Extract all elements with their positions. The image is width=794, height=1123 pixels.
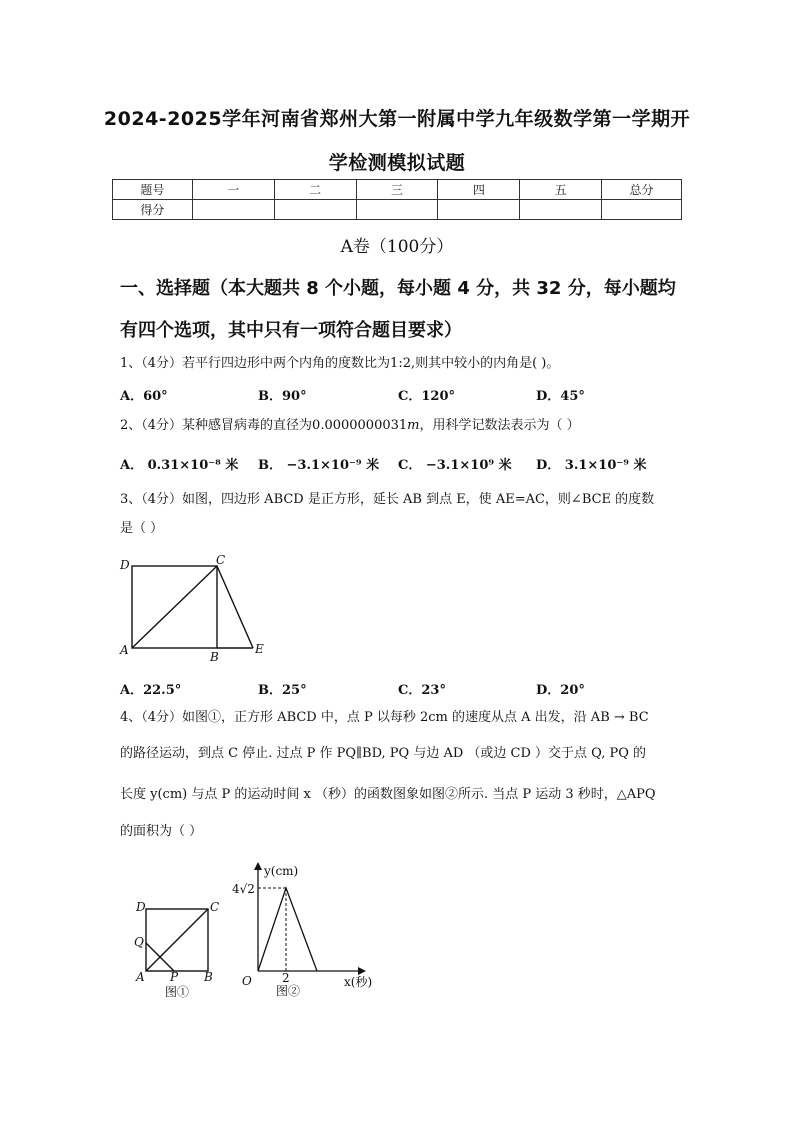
label-a: A: [136, 970, 145, 984]
q3-stem-line-2: 是（ ）: [120, 521, 164, 536]
q2-option-c: C． −3.1×10⁹ 米: [398, 458, 512, 473]
function-graph: [258, 888, 317, 971]
label-c: C: [216, 553, 226, 567]
label-b: B: [204, 970, 213, 984]
score-cell: [602, 200, 682, 220]
segment-ce: [217, 566, 253, 648]
x-axis-label: x(秒): [344, 975, 373, 989]
title-line-2: 学检测模拟试题: [328, 152, 466, 174]
q3-option-b: B．25°: [258, 683, 307, 698]
q4-line-4: 的面积为（ ）: [120, 824, 203, 839]
table-cell: 二: [274, 180, 356, 200]
label-c: C: [210, 900, 220, 914]
q3-option-c: C．23°: [398, 683, 446, 698]
score-table-header-row: [113, 180, 682, 200]
score-cell: [356, 200, 438, 220]
figure-1-caption: 图①: [165, 985, 190, 999]
q2-stem: [120, 416, 580, 436]
table-cell: 总分: [602, 180, 682, 200]
label-q: Q: [134, 935, 144, 949]
y-axis-label: y(cm): [264, 864, 299, 878]
q3-figure: [115, 550, 275, 665]
q2-stem-post: ，用科学记数法表示为（ ）: [419, 418, 580, 433]
q2-stem-number: 0.0000000031: [312, 418, 408, 433]
section-a-heading: A卷（100分）: [340, 237, 454, 257]
diagonal-ac: [132, 566, 217, 648]
q3-option-d: D．20°: [536, 683, 585, 698]
table-cell: 三: [356, 180, 438, 200]
table-cell: 题号: [113, 180, 193, 200]
q1-stem: 1、（4分）若平行四边形中两个内角的度数比为1:2,则其中较小的内角是( )。: [120, 356, 560, 371]
score-cell: [520, 200, 602, 220]
x-tick-label: 2: [282, 971, 290, 985]
q4-line-3: 长度 y(cm) 与点 P 的运动时间 x （秒）的函数图象如图②所示. 当点 P 运动 3 秒时，△APQ: [120, 787, 656, 802]
label-p: P: [170, 970, 179, 984]
q2-option-a: A． 0.31×10⁻⁸ 米: [120, 458, 239, 473]
q4-figure-2: [228, 858, 388, 1003]
figure-2-caption: 图②: [276, 984, 301, 998]
score-cell: [274, 200, 356, 220]
y-axis-arrow: [254, 862, 262, 870]
title-line-1: 2024-2025学年河南省郑州大第一附属中学九年级数学第一学期开: [103, 108, 691, 130]
q1-option-b: B．90°: [258, 389, 307, 404]
q2-option-b: B． −3.1×10⁻⁹ 米: [258, 458, 380, 473]
y-tick-label: 4√2: [232, 882, 255, 896]
x-axis-arrow: [358, 967, 366, 975]
q1-option-c: C．120°: [398, 389, 455, 404]
label-d: D: [136, 900, 146, 914]
q4-line-1: 4、（4分）如图①，正方形 ABCD 中，点 P 以每秒 2cm 的速度从点 A 出发，沿 AB → BC: [120, 710, 649, 725]
score-cell: [438, 200, 520, 220]
q1-option-d: D．45°: [536, 389, 585, 404]
diagonal-bd: [146, 909, 208, 971]
q3-stem-line-1: 3、（4分）如图，四边形 ABCD 是正方形，延长 AB 到点 E，使 AE=AC，则∠BCE 的度数: [120, 492, 655, 507]
table-cell: 得分: [113, 200, 193, 220]
table-cell: 四: [438, 180, 520, 200]
q2-stem-unit: m: [407, 418, 420, 433]
q4-figure-1: [130, 895, 225, 1005]
table-cell: 一: [192, 180, 274, 200]
score-cell: [192, 200, 274, 220]
q2-stem-pre: 2、（4分）某种感冒病毒的直径为: [120, 418, 313, 433]
q1-option-a: A．60°: [120, 389, 168, 404]
q3-option-a: A．22.5°: [120, 683, 182, 698]
score-table-score-row: [113, 200, 682, 220]
label-e: E: [255, 642, 264, 656]
table-cell: 五: [520, 180, 602, 200]
label-a: A: [120, 643, 129, 657]
label-d: D: [120, 558, 130, 572]
part1-heading-line-2: 有四个选项，其中只有一项符合题目要求）: [120, 320, 462, 341]
label-b: B: [210, 650, 219, 664]
score-table: [112, 179, 682, 220]
part1-heading-line-1: 一、选择题（本大题共 8 个小题，每小题 4 分，共 32 分，每小题均: [120, 278, 676, 299]
q2-option-d: D． 3.1×10⁻⁹ 米: [536, 458, 647, 473]
q4-line-2: 的路径运动，到点 C 停止. 过点 P 作 PQ∥BD, PQ 与边 AD （或边 CD ）交于点 Q, PQ 的: [120, 746, 646, 761]
origin-label: O: [242, 974, 252, 988]
